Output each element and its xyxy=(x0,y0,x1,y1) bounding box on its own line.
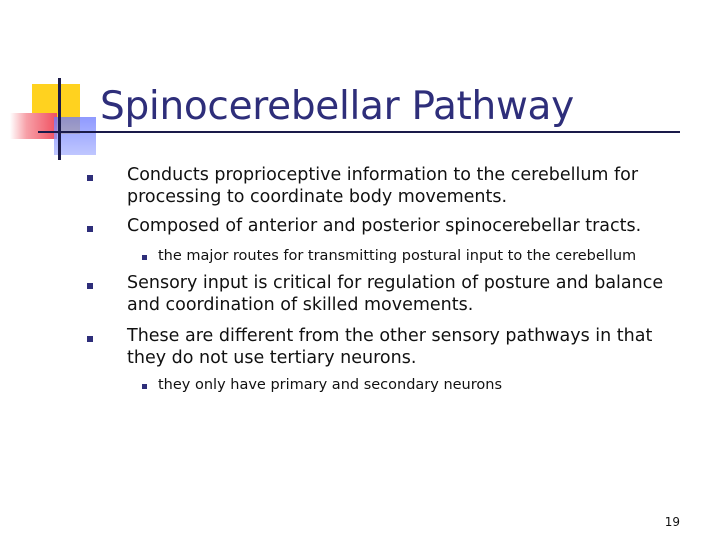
bullet-item: Sensory input is critical for regulation of posture and balance and coordination of skilled movements. xyxy=(127,273,664,315)
sub-bullet-marker xyxy=(142,255,147,260)
bullet-marker xyxy=(87,283,93,289)
title-underline xyxy=(38,131,680,133)
logo-red-bar xyxy=(10,113,57,139)
bullet-item: Composed of anterior and posterior spinocerebellar tracts. xyxy=(127,216,642,236)
bullet-marker xyxy=(87,175,93,181)
bullet-marker xyxy=(87,226,93,232)
sub-bullet-item: the major routes for transmitting postural input to the cerebellum xyxy=(158,248,637,264)
page-number: 19 xyxy=(664,515,680,529)
bullet-marker xyxy=(87,336,93,342)
logo-vertical-line xyxy=(58,78,61,160)
bullet-item: Conducts proprioceptive information to the cerebellum for processing to coordinate body movements. xyxy=(127,165,639,207)
sub-bullet-marker xyxy=(142,384,147,389)
sub-bullet-item: they only have primary and secondary neurons xyxy=(158,377,503,393)
slide-title: Spinocerebellar Pathway xyxy=(100,84,574,129)
bullet-item: These are different from the other sensory pathways in that they do not use tertiary neurons. xyxy=(127,326,653,368)
